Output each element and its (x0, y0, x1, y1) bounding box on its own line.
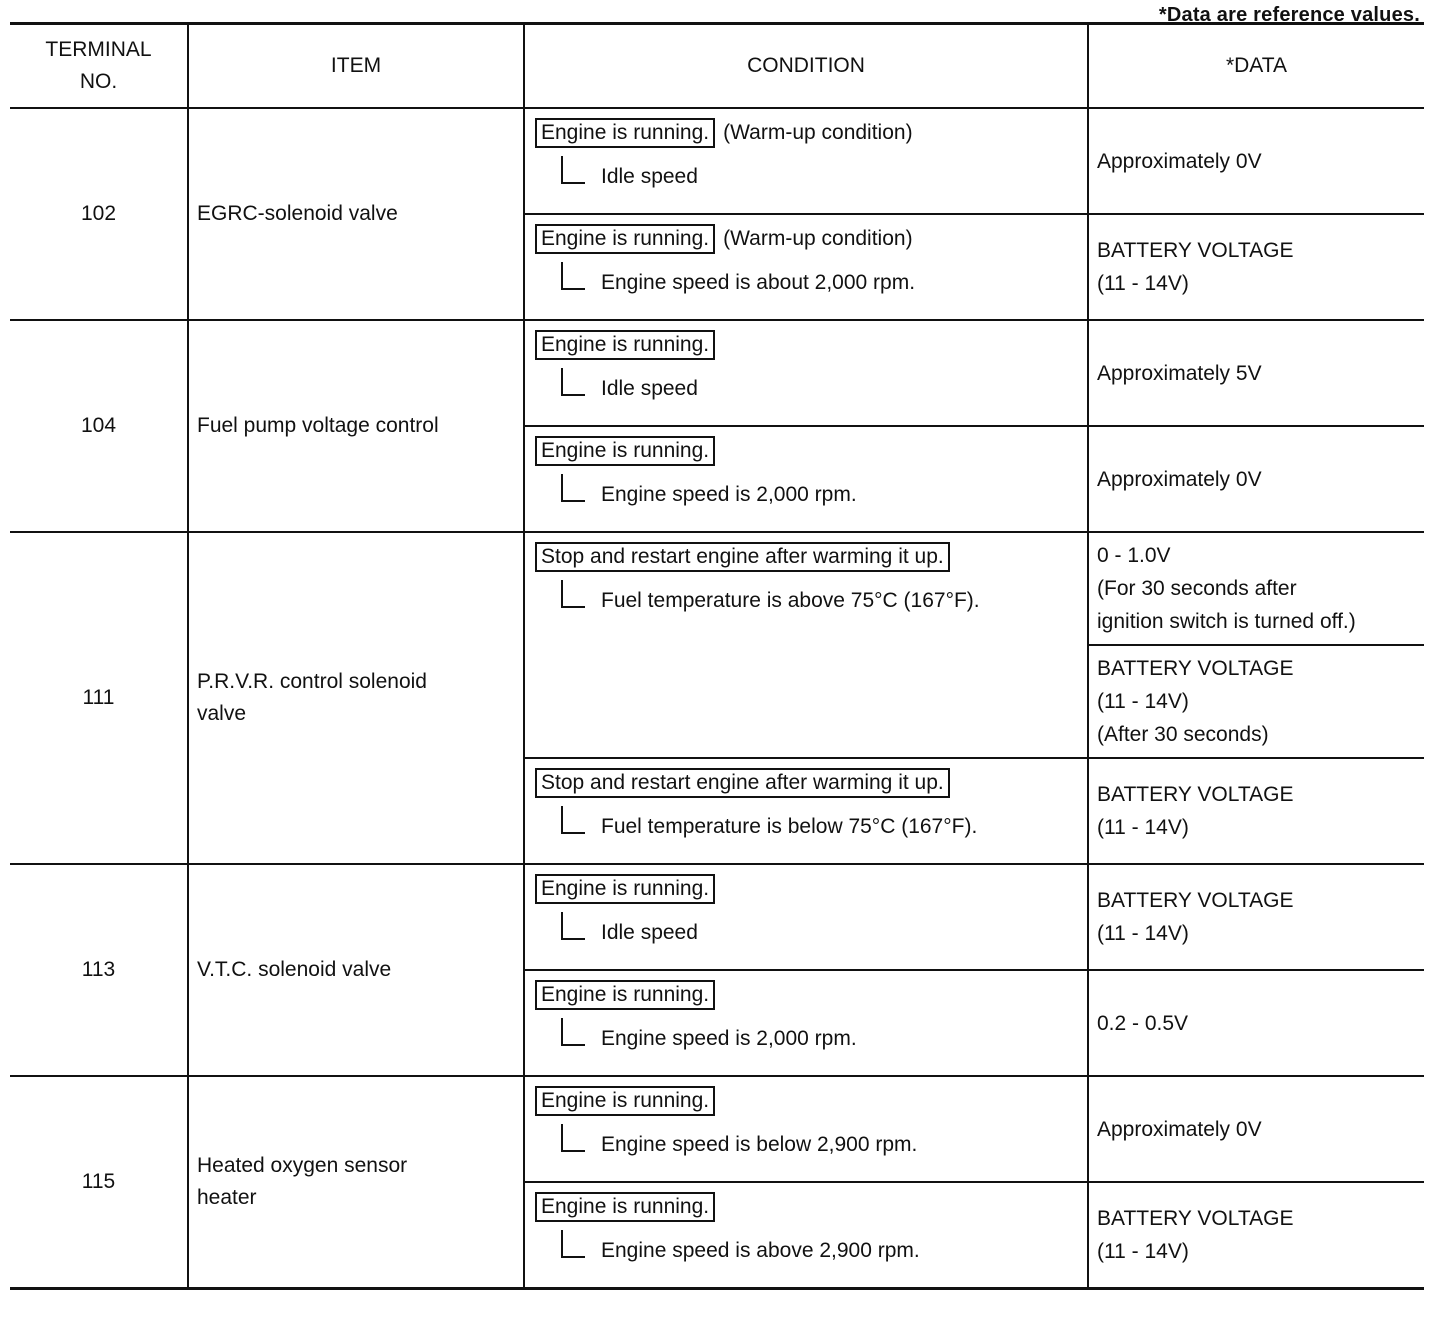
condition-sub: Fuel temperature is below 75°C (167°F). (601, 815, 978, 838)
terminal-number: 111 (10, 532, 188, 864)
condition-cell (524, 864, 1088, 970)
condition-cell (524, 108, 1088, 214)
terminal-number: 102 (10, 108, 188, 320)
condition-cell (524, 532, 1088, 758)
data-cell (1088, 1182, 1424, 1289)
condition-main-line (535, 865, 1087, 904)
condition-main-line (535, 427, 1087, 466)
table-row (10, 320, 1424, 426)
branch-connector (561, 1230, 585, 1258)
data-cell (1088, 1076, 1424, 1182)
item-name (188, 532, 524, 864)
terminal-number: 115 (10, 1076, 188, 1289)
branch-connector (561, 262, 585, 290)
table-row (10, 1076, 1424, 1182)
item-line: valve (197, 702, 247, 725)
condition-sub-line (561, 156, 1087, 196)
data-cell (1088, 532, 1424, 645)
terminal-number: 113 (10, 864, 188, 1076)
condition-extra: (Warm-up condition) (723, 121, 913, 144)
branch-connector (561, 1124, 585, 1152)
data-cell (1088, 320, 1424, 426)
data-cell (1088, 426, 1424, 532)
header-row (10, 24, 1424, 109)
condition-sub-line (561, 368, 1087, 408)
data-line: BATTERY VOLTAGE (1097, 239, 1294, 262)
data-line: (11 - 14V) (1097, 1240, 1189, 1263)
condition-sub: Engine speed is above 2,900 rpm. (601, 1239, 920, 1262)
condition-sub-line (561, 262, 1087, 302)
condition-box: Engine is running. (535, 118, 715, 148)
condition-cell (524, 1182, 1088, 1289)
data-cell (1088, 108, 1424, 214)
condition-sub: Idle speed (601, 165, 698, 188)
condition-main-line (535, 971, 1087, 1010)
condition-main-line (535, 109, 1087, 148)
item-header: ITEM (188, 24, 524, 109)
terminal-header-line2: NO. (79, 70, 118, 93)
terminal-no-header (10, 24, 188, 109)
data-line: BATTERY VOLTAGE (1097, 657, 1294, 680)
data-line: 0.2 - 0.5V (1097, 1011, 1189, 1035)
condition-cell (524, 426, 1088, 532)
condition-main-line (535, 321, 1087, 360)
condition-box: Stop and restart engine after warming it up. (535, 768, 950, 798)
data-line: BATTERY VOLTAGE (1097, 783, 1294, 806)
condition-sub-line (561, 1124, 1087, 1164)
item-name (188, 1076, 524, 1289)
condition-main-line (535, 759, 1087, 798)
condition-cell (524, 970, 1088, 1076)
data-line: (11 - 14V) (1097, 922, 1189, 945)
data-cell (1088, 645, 1424, 758)
data-line: 0 - 1.0V (1097, 544, 1171, 567)
data-line: ignition switch is turned off.) (1097, 610, 1356, 633)
data-line: Approximately 5V (1097, 361, 1262, 385)
condition-main-line (535, 215, 1087, 254)
item-name (188, 320, 524, 532)
branch-connector (561, 368, 585, 396)
item-name (188, 108, 524, 320)
condition-sub: Engine speed is about 2,000 rpm. (601, 271, 916, 294)
condition-box: Engine is running. (535, 980, 715, 1010)
condition-cell (524, 758, 1088, 864)
item-name (188, 864, 524, 1076)
data-cell (1088, 864, 1424, 970)
condition-sub-line (561, 1230, 1087, 1270)
condition-sub-line (561, 912, 1087, 952)
branch-connector (561, 580, 585, 608)
branch-connector (561, 806, 585, 834)
branch-connector (561, 1018, 585, 1046)
branch-connector (561, 474, 585, 502)
data-line: (11 - 14V) (1097, 690, 1189, 713)
data-line: (11 - 14V) (1097, 272, 1189, 295)
data-cell (1088, 214, 1424, 320)
data-cell (1088, 970, 1424, 1076)
condition-extra: (Warm-up condition) (723, 227, 913, 250)
condition-sub-line (561, 474, 1087, 514)
condition-box: Engine is running. (535, 330, 715, 360)
data-line: Approximately 0V (1097, 1117, 1262, 1141)
item-line: V.T.C. solenoid valve (197, 958, 392, 981)
condition-box: Engine is running. (535, 224, 715, 254)
condition-main-line (535, 533, 1087, 572)
condition-cell (524, 214, 1088, 320)
condition-sub: Engine speed is 2,000 rpm. (601, 483, 857, 506)
table-row (10, 532, 1424, 645)
item-line: Heated oxygen sensor (197, 1154, 408, 1177)
condition-sub: Idle speed (601, 377, 698, 400)
condition-sub: Idle speed (601, 921, 698, 944)
terminal-header-line1: TERMINAL (45, 38, 152, 61)
terminal-number: 104 (10, 320, 188, 532)
condition-sub: Fuel temperature is above 75°C (167°F). (601, 589, 980, 612)
condition-sub-line (561, 806, 1087, 846)
condition-main-line (535, 1183, 1087, 1222)
condition-box: Engine is running. (535, 436, 715, 466)
item-line: EGRC-solenoid valve (197, 202, 398, 225)
data-line: (11 - 14V) (1097, 816, 1189, 839)
condition-sub: Engine speed is 2,000 rpm. (601, 1027, 857, 1050)
condition-box: Engine is running. (535, 1192, 715, 1222)
table-row (10, 864, 1424, 970)
data-line: Approximately 0V (1097, 467, 1262, 491)
data-line: Approximately 0V (1097, 149, 1262, 173)
condition-sub-line (561, 580, 1087, 620)
data-header: *DATA (1088, 24, 1424, 109)
condition-box: Engine is running. (535, 874, 715, 904)
condition-box: Engine is running. (535, 1086, 715, 1116)
condition-sub: Engine speed is below 2,900 rpm. (601, 1133, 918, 1156)
condition-header: CONDITION (524, 24, 1088, 109)
data-line: BATTERY VOLTAGE (1097, 1207, 1294, 1230)
branch-connector (561, 912, 585, 940)
item-line: Fuel pump voltage control (197, 414, 439, 437)
terminal-data-table (10, 22, 1424, 1290)
table-row (10, 108, 1424, 214)
reference-note: *Data are reference values. (1158, 4, 1420, 26)
data-cell (1088, 758, 1424, 864)
item-line: P.R.V.R. control solenoid (197, 670, 427, 693)
branch-connector (561, 156, 585, 184)
data-line: (For 30 seconds after (1097, 577, 1297, 600)
condition-cell (524, 1076, 1088, 1182)
condition-cell (524, 320, 1088, 426)
condition-sub-line (561, 1018, 1087, 1058)
data-line: (After 30 seconds) (1097, 723, 1269, 746)
condition-box: Stop and restart engine after warming it up. (535, 542, 950, 572)
item-line: heater (197, 1186, 257, 1209)
condition-main-line (535, 1077, 1087, 1116)
data-line: BATTERY VOLTAGE (1097, 889, 1294, 912)
